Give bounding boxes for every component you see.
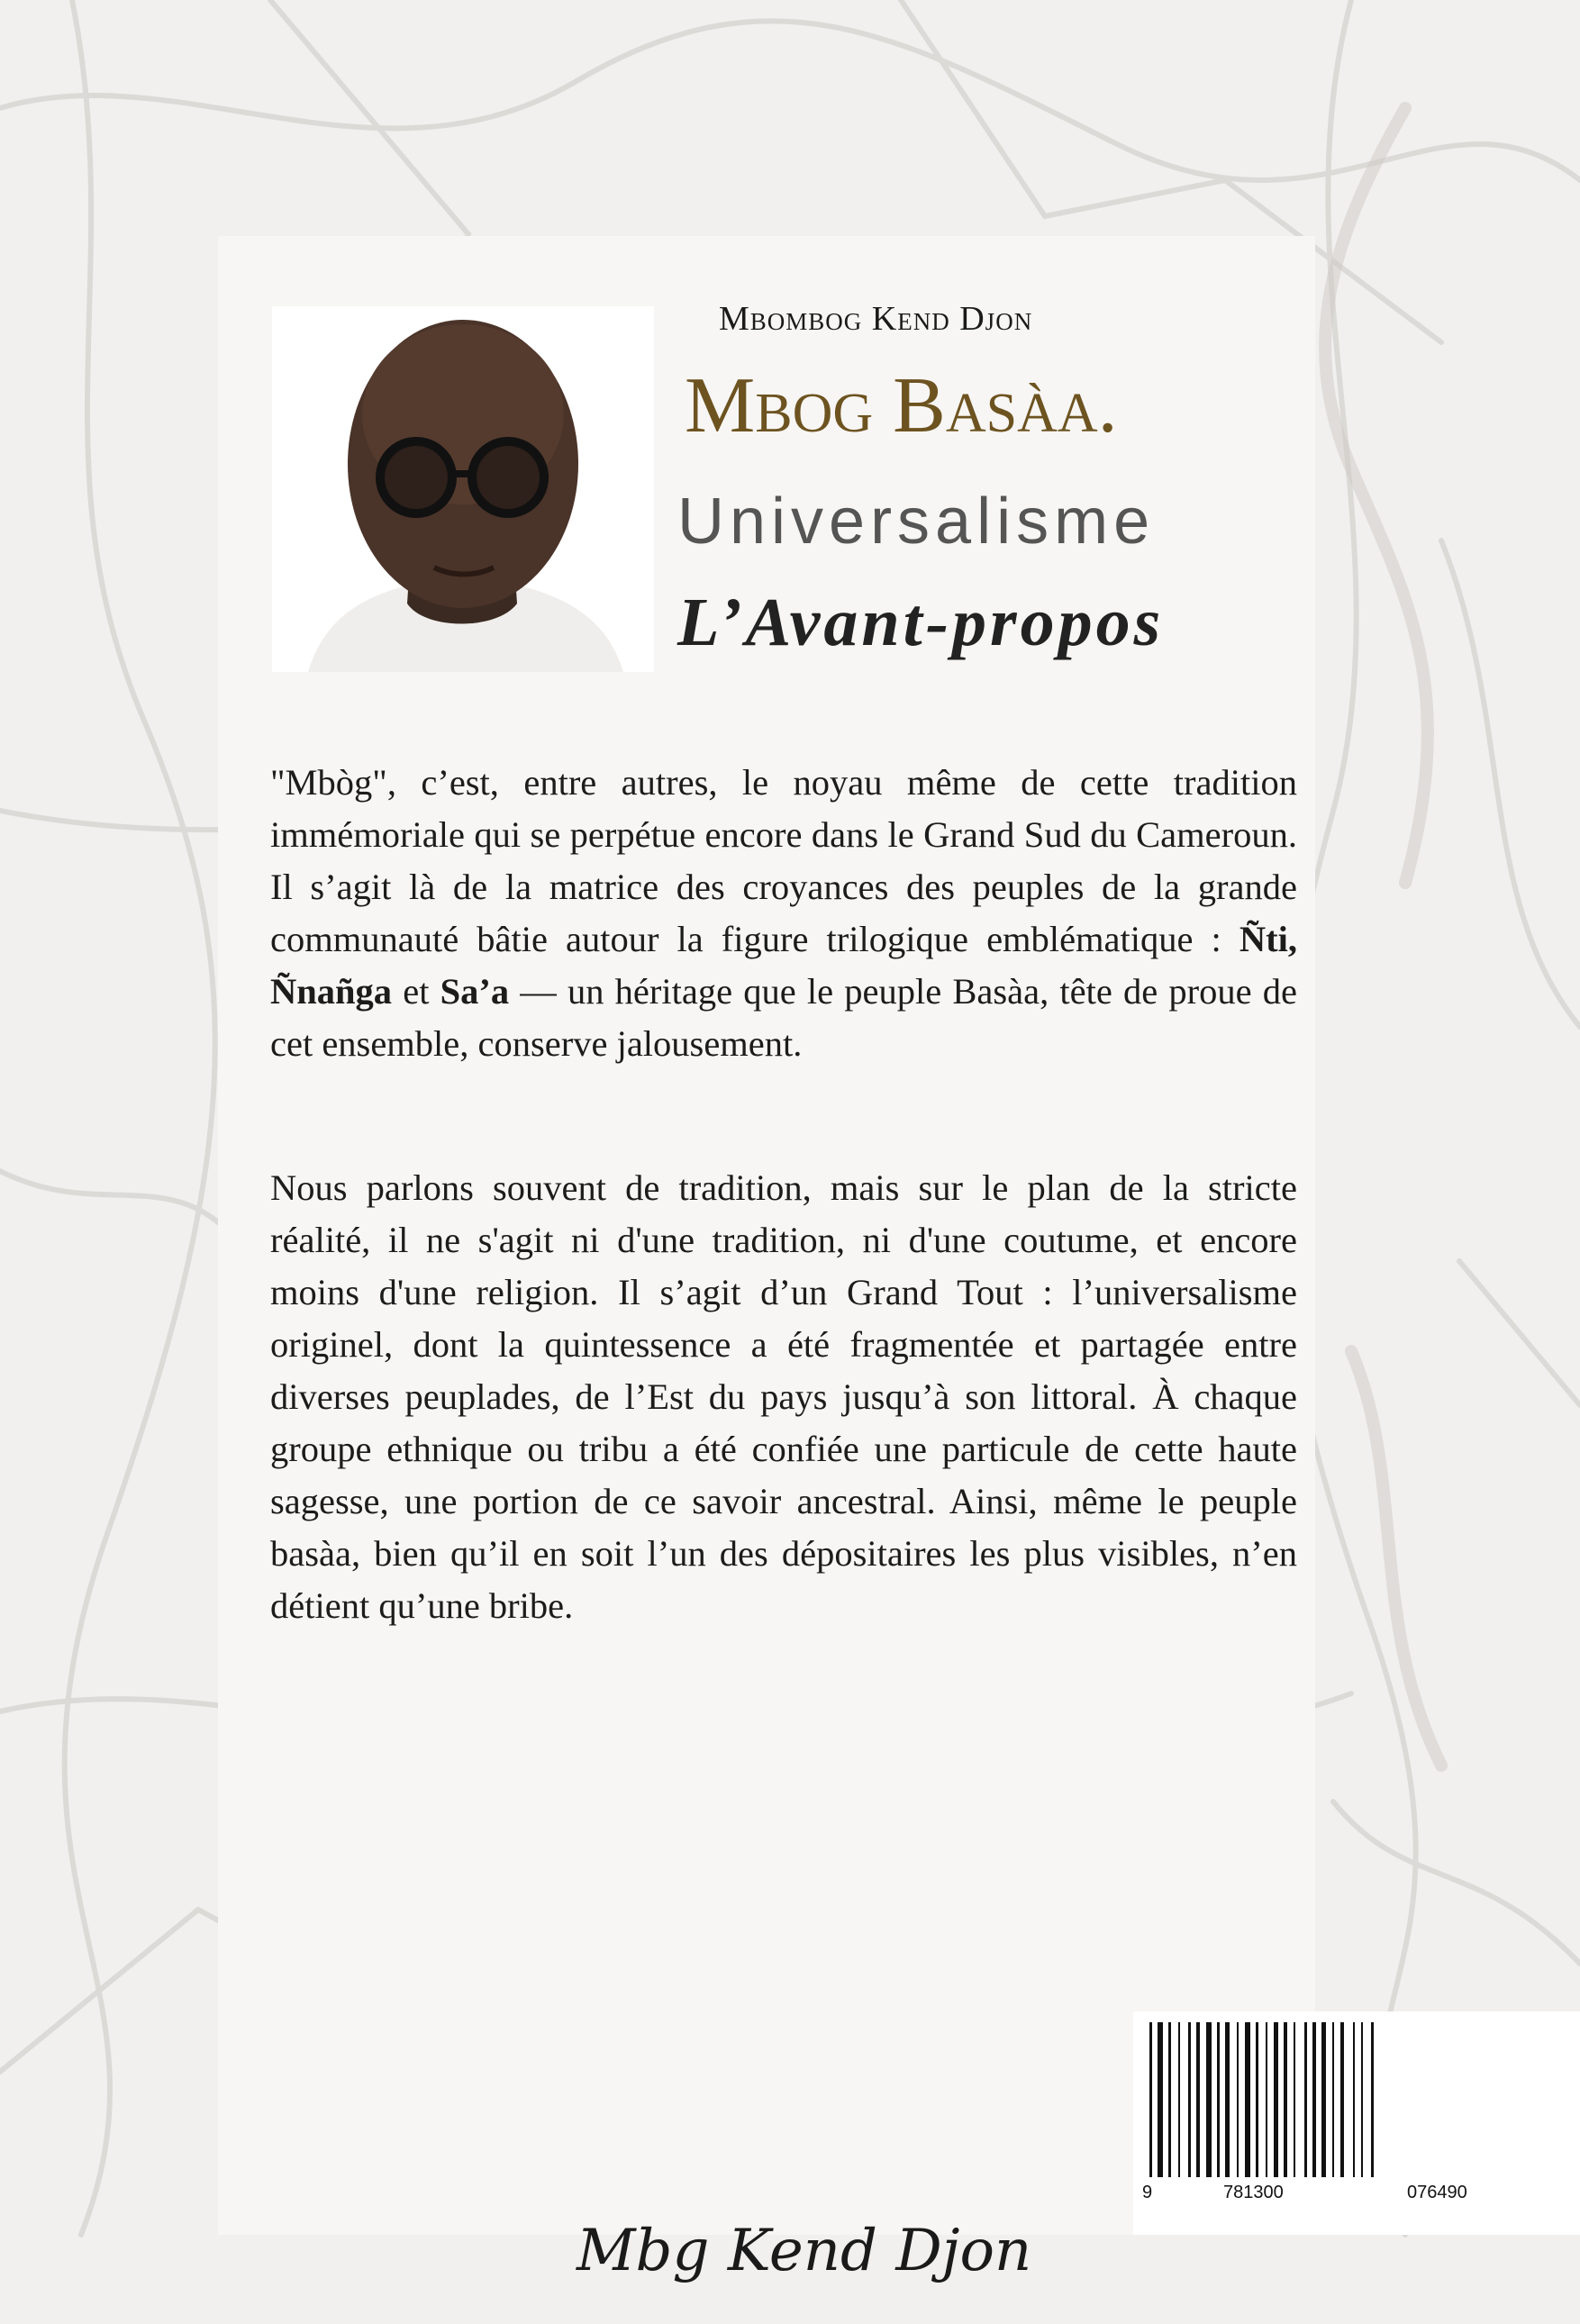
paragraph-intro-text-3: — un héritage que le peuple Basàa, tête de proue de cet ensemble, conserve jalousement. xyxy=(270,971,1297,1064)
paragraph-main-text: Nous parlons souvent de tradition, mais sur le plan de la stricte réalité, il ne s'agit ni d'une tradition, ni d'une coutume, et encore moins d'une religion. Il s’agit d’un Grand Tout : l’universalisme originel, dont la quintessence a été fragmentée et partagée entre diverses peuplades, de l’Est du pays jusqu’à son littoral. À chaque groupe ethnique ou tribu a été confiée une particule de cette haute sagesse, une portion de ce savoir ancestral. Ainsi, même le peuple basàa, bien qu’il en soit l’un des dépositaires les plus visibles, n’en détient qu’une bribe. xyxy=(270,1167,1297,1626)
barcode-bar xyxy=(1312,2022,1316,2177)
barcode-bars xyxy=(1133,2011,1580,2235)
section-title: L’Avant-propos xyxy=(677,585,1165,660)
barcode-bar xyxy=(1168,2022,1171,2177)
bold-terms-1: Ñti, Ñnañga xyxy=(270,919,1297,1012)
barcode-bar xyxy=(1217,2022,1220,2177)
barcode-group1: 781300 xyxy=(1220,2183,1287,2203)
barcode-bar xyxy=(1284,2022,1287,2177)
book-title: Mbog Basàa. xyxy=(685,362,1118,449)
barcode-bar xyxy=(1245,2022,1250,2177)
book-subtitle: Universalisme xyxy=(677,486,1156,558)
paragraph-main xyxy=(270,1162,1297,1632)
barcode-bar xyxy=(1256,2022,1258,2177)
barcode-group2: 076490 xyxy=(1403,2183,1471,2203)
barcode xyxy=(1133,2011,1580,2235)
barcode-bar xyxy=(1332,2022,1334,2177)
barcode-digit-first: 9 xyxy=(1139,2183,1156,2203)
barcode-bar xyxy=(1158,2022,1163,2177)
author-name: Mbombog Kend Djon xyxy=(719,300,1033,338)
barcode-bar xyxy=(1188,2022,1191,2177)
barcode-bar xyxy=(1274,2022,1278,2177)
barcode-bar xyxy=(1206,2022,1212,2177)
signature-text: Mbg Kend Djon xyxy=(577,2218,1032,2284)
barcode-bar xyxy=(1178,2022,1180,2177)
barcode-bar xyxy=(1353,2022,1355,2177)
barcode-bar xyxy=(1371,2022,1374,2177)
barcode-bar xyxy=(1149,2022,1152,2177)
bold-terms-2: Sa’a xyxy=(440,971,510,1012)
signature xyxy=(577,2198,1032,2324)
paragraph-intro-text-1: "Mbòg", c’est, entre autres, le noyau même de cette tradition immémoriale qui se perpétue encore dans le Grand Sud du Cameroun. Il s’agit là de la matrice des croyances des peuples de la grande communauté bâtie autour la figure trilogique emblématique : xyxy=(270,762,1297,959)
barcode-bar xyxy=(1266,2022,1267,2177)
barcode-bar xyxy=(1294,2022,1295,2177)
barcode-bar xyxy=(1361,2022,1363,2177)
paragraph-intro-text-2: et xyxy=(392,971,440,1012)
barcode-bar xyxy=(1304,2022,1307,2177)
barcode-bar xyxy=(1237,2022,1239,2177)
paragraph-intro xyxy=(270,757,1297,1070)
barcode-bar xyxy=(1321,2022,1326,2177)
barcode-bar xyxy=(1225,2022,1230,2177)
barcode-bar xyxy=(1196,2022,1200,2177)
author-photo xyxy=(272,306,654,672)
barcode-bar xyxy=(1340,2022,1344,2177)
